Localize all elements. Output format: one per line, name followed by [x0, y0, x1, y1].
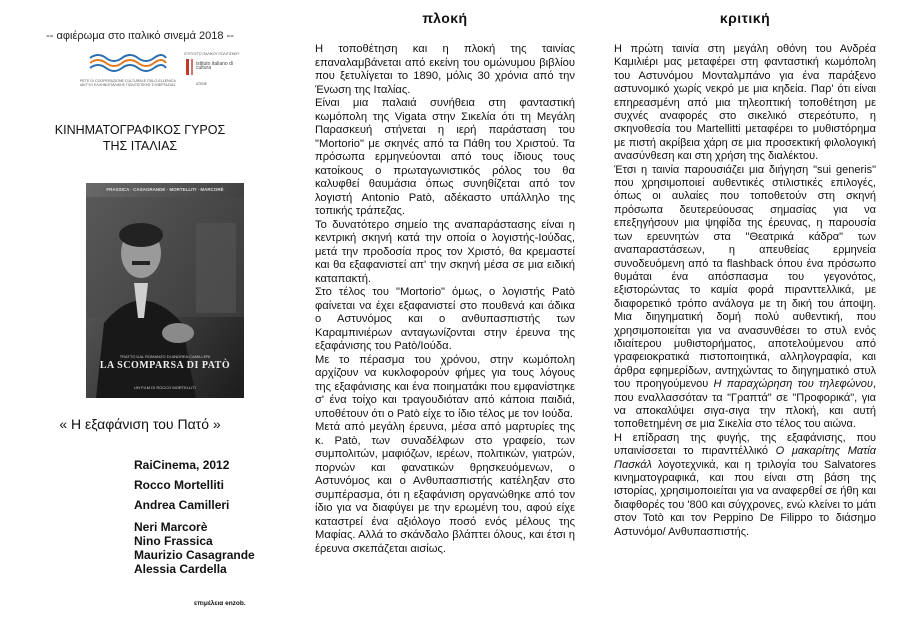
credit-value: RaiCinema, 2012	[134, 458, 230, 472]
credit-value: Rocco Mortelliti	[134, 478, 225, 492]
dedication-line: -- αφιέρωμα στο ιταλικό σινεμά 2018 --	[46, 30, 234, 42]
credit-value: Alessia Cardella	[134, 562, 227, 576]
critique-text-span: Η επίδραση της φυγής, της εξαφάνισης, που υπαινίσσεται το πιρανττέλλικό	[614, 431, 876, 458]
critique-heading: κριτική	[719, 10, 771, 26]
circuit-title	[0, 122, 280, 154]
poster-source-credit: TRATTO DAL ROMANZO DI ANDREA CAMILLERI	[119, 354, 211, 359]
book-title-italic: Η παραχώρηση του τηλεφώνου	[713, 378, 873, 391]
poster-director: UN FILM DI ROCCO MORTELLITI	[134, 385, 196, 390]
film-title: « Η εξαφάνιση του Πατό »	[59, 416, 221, 432]
editor-credit: επιμέλεια enzob.	[194, 600, 246, 607]
logo-a-text-1: ΡΕΤΕ DI COOPERAZIONE CULTURALE ITALO-ELLENICA	[80, 79, 176, 83]
logo-b-text-3: ATENE	[196, 82, 208, 86]
logo-b-text-2: istituto italiano di cultura	[196, 61, 233, 71]
logo-b-text-1: ΙΣΤΙΤΟΥΤΟ ΙΤΑΛΙΚΟΥ ΠΟΛΙΤΙΣΜΟΥ	[184, 52, 240, 56]
critique-paragraph	[614, 164, 876, 432]
circuit-title-line-1: ΚΙΝΗΜΑΤΟΓΡΑΦΙΚΟΣ ΓΥΡΟΣ	[54, 123, 226, 137]
critique-column	[614, 0, 876, 636]
logo-a-text-2: ΔΙΚΤΥΟ ΕΛΛΗΝΟΙΤΑΛΙΚΗΣ ΠΟΛΙΤΙΣΤΙΚΗΣ ΣΥΝΕΡΓΑΣΙΑΣ	[80, 83, 176, 88]
circuit-title-line-2: ΤΗΣ ΙΤΑΛΙΑΣ	[102, 139, 178, 153]
poster-title: LA SCOMPARSA DI PATÒ	[99, 360, 231, 371]
sponsor-logos	[80, 52, 240, 100]
plot-paragraph: Στο τέλος του "Mortorio" όμως, ο λογιστής Patò φαίνεται να έχει εξαφανιστεί στο πουθενά και άδικα ο Αστυνόμος και ο ανθυπασπιστής των Καραμπινιέρων ανταγωνίζονται στην έρευνα της εξαφάνισης του Patò/Ιούδα.	[315, 286, 575, 352]
critique-text-span: λογοτεχνικά, και η τριλογία του Salvatores κινηματογραφικά, και που είναι στη βάση της ιστορίας, χρησιμοποιείται για να αναφερθεί σε ήθη και διαφθορές του '800 και σύγχρονες, ενώ κλείνει το μάτι στον Totò και τον Peppino De Filippo το διάσημο Αστυνόμο/ Ανθυπασπιστής.	[614, 458, 876, 538]
left-panel	[0, 0, 280, 636]
plot-paragraph: Η τοποθέτηση και η πλοκή της ταινίας επαναλαμβάνεται από εκείνη του ομώνυμου βιβλίου που ξετυλίγεται το 1890, μόλις 30 χρόνια από την Ένωση της Ιταλίας.	[315, 43, 575, 96]
credit-value: Neri Marcorè	[134, 520, 208, 534]
knot-pattern-icon	[88, 52, 168, 74]
critique-paragraph: Η πρώτη ταινία στη μεγάλη οθόνη του Ανδρέα Καμιλιέρι μας μεταφέρει στη φανταστική κωμόπολη του Αστυνόμου Μονταλμπάνο για ένα παράξενο αστυνομικό χωρίς νεκρό με μια κηδεία. Παρ' ότι είναι επηρεασμένη από μια τηλεοπτική τοποθέτηση με συχνές αναφορές στο σικελικό στερεότυπο, η σκηνοθεσία του Martellitti μεταφέρει το μυθιστόρημα με πιστή ακρίβεια χάρη σε μια προσεκτική φιλολογική ανασύνθεση και στη χρήση της διαλέκτου.	[614, 43, 876, 163]
plot-column	[315, 0, 575, 636]
credit-value: Maurizio Casagrande	[134, 548, 255, 562]
plot-heading: πλοκή	[422, 10, 468, 26]
critique-text-span: Έτσι η ταινία παρουσιάζει μια διήγηση "sui generis" που χρησιμοποιεί αυθεντικές στιλιστικές επιλογές, όπως οι αυλαίες που τοποθετούν στη σκηνή πρόσωπα δευτερεύουσας σημασίας για να επεξηγήσουν μια ψηφίδα της έρευνας, η παρουσία των ερευνητών στα "Θεατρικά κάδρα" των αναπαραστάσεων, η απευθείας ερμηνεία συνοδευόμενη από τα flashback όπου ένα πρόσωπο θυμάται ένα απόσπασμα του γεγονότος, εξιστορώντας το καμία φορά πιρανττελλικά, με διαφορετικό τρόπο ανάλογα με τη δική του άποψη. Μια διηγηματική δομή πολύ αυθεντική, που χρησιμοποιείται για να ανασυνθέσει το στυλ ενός ιδιαίτερου μυθιστορήματος, αποτελούμενου από γραφειοκρατικά πιστοποιητικά, αλληλογραφία, και άρθρα εφημερίδων, αντηχώντας το διηγηματικό στυλ του προηγούμενου	[614, 163, 876, 391]
plot-paragraph: Μετά από μεγάλη έρευνα, μέσα από μαρτυρίες της κ. Patò, των συναδέλφων στο γραφείο, των συμπολιτών, μαφιόζων, ιερέων, πολιτικών, γιατρών, πορνών και φανατικών θρησκευόμενων, ο Αστυνόμος και ο Ανθυπασπιστής κατέληξαν στο συμπέρασμα, ότι η εξαφάνιση οργανώθηκε από τον ίδιο για να διαφύγει με την ερωμένη του, αφού είχε καταστρεί ένα αξιόλογο ποσό ενός μέλους της Μαφίας. Αλλά το σκάνδαλο βλάπτει όλους, και έτσι η έρευνα σκεπάζεται αισίως.	[315, 421, 575, 555]
critique-text-span: , που εναλλασσόταν τα "Γραπτά" σε "Προφορικά", για να αποκαλύψει σιγα-σιγα την πλοκή, και αυτή τοποθετημένη σε μια Σικελία στο τέλος του αιώνα.	[614, 378, 876, 431]
plot-text	[315, 43, 575, 556]
credit-value: Nino Frassica	[134, 534, 213, 548]
cooperation-network-logo	[80, 52, 178, 100]
credit-value: Andrea Camilleri	[134, 498, 230, 512]
critique-paragraph	[614, 432, 876, 539]
novel-title-italic: Ο μακαρίτης Ματία Πασκάλ	[614, 445, 876, 471]
plot-paragraph: Είναι μια παλαιά συνήθεια στη φανταστική κωμόπολη της Vigata στην Σικελία ότι τη Μεγάλη Παρασκευή στήνεται η ιερή παράσταση του "Mortorio" με σκηνές από τα Πάθη του Χριστού. Τα πρόσωπα ερμηνεύονται από τους ίδιους τους κατοίκους ο πρωταγωνιστικός ρόλος του θα καλυφθεί θαυμάσια όπως συνηθίζεται από τον λογιστή Antonio Patò, αδέκαστο υπάλληλο της τοπικής τράπεζας.	[315, 97, 575, 217]
critique-text	[614, 43, 876, 539]
italian-institute-logo	[184, 52, 240, 100]
poster-cast: FRASSICA · CASAGRANDE · MORTELLITI · MARCORÈ	[106, 187, 224, 192]
plot-paragraph: Με το πέρασμα του χρόνου, στην κωμόπολη αρχίζουν να κυκλοφορούν φήμες για τους λόγους της εξαφάνισης και ένα ποιηματάκι που εμφανίστηκε σ' ένα τοίχο και τραγουδιόταν από κάποια παιδιά, υποθέτουν ότι ο Patò είχε το ίδιο τέλος με τον Ιούδα.	[315, 353, 575, 420]
film-poster	[86, 183, 244, 398]
plot-paragraph: Το δυνατότερο σημείο της αναπαράστασης είναι η κεντρική σκηνή κατά την οποία ο λογιστής-Ιούδας, μετά την προδοσία προς τον Χριστό, θα κρεμαστεί και θα εξαφανιστεί απ' την σκηνή μέσα σε μια ειδική καταπακτή.	[315, 218, 575, 285]
